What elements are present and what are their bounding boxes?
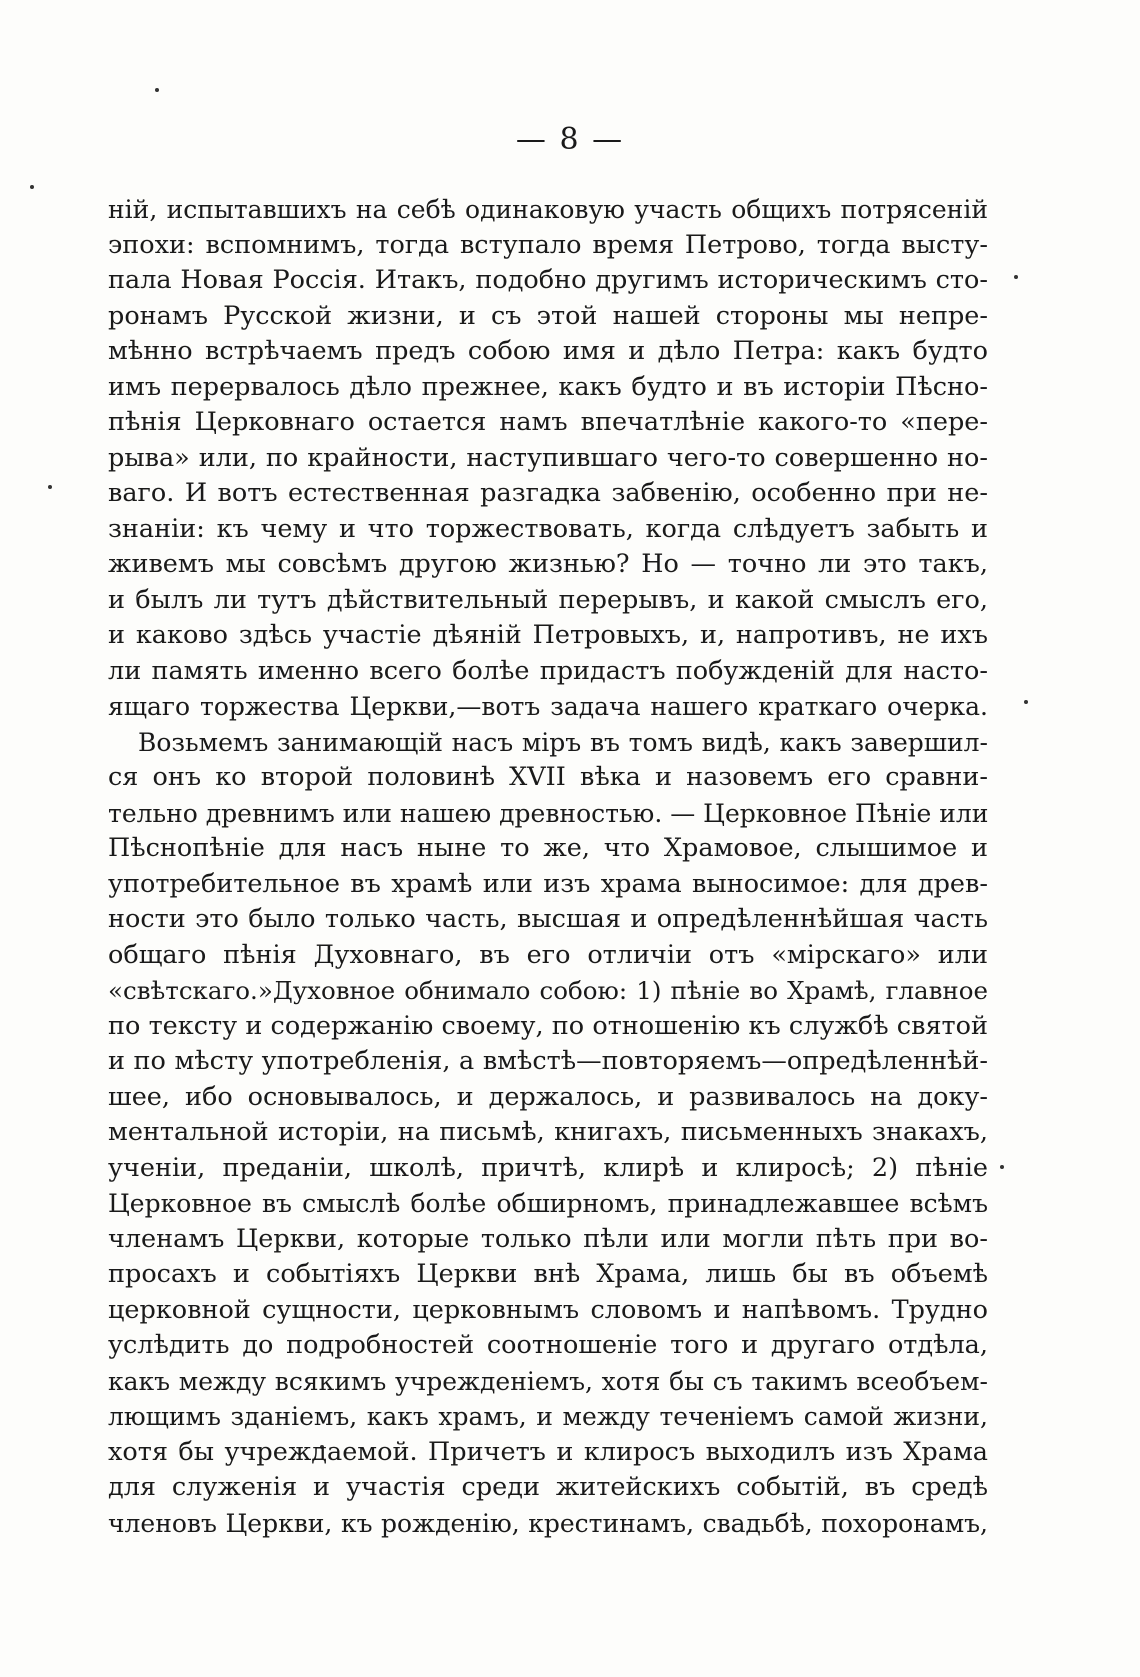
text-line: рыва» или, по крайности, наступившаго чего-то совершенно но-	[108, 442, 988, 473]
text-line: нiй, испытавшихъ на себѣ одинаковую участь общихъ потрясенiй	[108, 195, 988, 224]
text-line: эпохи: вспомнимъ, тогда вступало время Петрово, тогда высту-	[108, 229, 988, 260]
text-line: ности это было только часть, высшая и опредѣленнѣйшая часть	[108, 904, 988, 934]
text-line: ся онъ ко второй половинѣ XVII вѣка и назовемъ его сравни-	[108, 762, 988, 792]
text-line: Церковное въ смыслѣ болѣе обширномъ, принадлежавшее всѣмъ	[108, 1189, 988, 1218]
text-line: мѣнно встрѣчаемъ предъ собою имя и дѣло Петра: какъ будто	[108, 336, 988, 366]
text-line: живемъ мы совсѣмъ другою жизнью? Но — точно ли это такъ,	[108, 549, 988, 579]
text-line: тельно древнимъ или нашею древностью. — Церковное Пѣнiе или	[108, 798, 989, 828]
text-line: ментальной исторiи, на письмѣ, книгахъ, письменныхъ знакахъ,	[108, 1117, 988, 1147]
text-line: услѣдить до подробностей соотношенiе того и другаго отдѣла,	[108, 1330, 988, 1360]
text-line: и по мѣсту употребленiя, а вмѣстѣ—повторяемъ—опредѣленнѣй-	[108, 1046, 988, 1076]
text-line: знанiи: къ чему и что торжествовать, когда слѣдуетъ забыть и	[108, 513, 988, 544]
text-line: и каково здѣсь участiе дѣянiй Петровыхъ, и, напротивъ, не ихъ	[108, 620, 988, 650]
text-line: по тексту и содержанiю своему, по отношенiю къ службѣ святой	[108, 1010, 988, 1041]
text-line: ли память именно всего болѣе придастъ побужденiй для насто-	[108, 655, 988, 686]
text-line: какъ между всякимъ учрежденiемъ, хотя бы съ такимъ всеобъем-	[108, 1366, 988, 1396]
scan-speck	[1000, 1165, 1004, 1169]
text-line: Пѣснопѣнiе для насъ ныне то же, что Храмовое, слышимое и	[108, 833, 988, 863]
text-line: пѣнiя Церковнаго остается намъ впечатлѣнiе какого-то «пере-	[108, 407, 988, 437]
text-line: членовъ Церкви, къ рожденiю, крестинамъ, свадьбѣ, похоронамъ,	[108, 1508, 988, 1538]
text-line: общаго пѣнiя Духовнаго, въ его отличiи отъ «мiрскаго» или	[108, 939, 988, 970]
text-line: «свѣтскаго.»Духовное обнимало собою: 1) пѣнiе во Храмѣ, главное	[108, 976, 988, 1005]
text-line: употребительное въ храмѣ или изъ храма выносимое: для древ-	[108, 868, 988, 899]
text-line: хотя бы учреждаемой. Причетъ и клиросъ выходилъ изъ Храма	[108, 1436, 988, 1467]
scan-speck	[48, 485, 52, 489]
scan-speck	[1024, 700, 1028, 704]
scan-speck	[155, 88, 159, 92]
text-line: ваго. И вотъ естественная разгадка забвенiю, особенно при не-	[108, 478, 988, 508]
text-line: просахъ и событiяхъ Церкви внѣ Храма, лишь бы въ объемѣ	[108, 1259, 988, 1289]
text-line: ронамъ Русской жизни, и съ этой нашей стороны мы непре-	[108, 300, 988, 331]
text-line: Возьмемъ занимающiй насъ мiръ въ томъ видѣ, какъ завершил-	[138, 727, 988, 757]
text-line: ящаго торжества Церкви,—вотъ задача нашего краткаго очерка.	[108, 692, 988, 721]
page-number: — 8 —	[515, 122, 625, 157]
text-line: пала Новая Россiя. Итакъ, подобно другимъ историческимъ сто-	[108, 265, 988, 295]
text-line: для служенiя и участiя среди житейскихъ событiй, въ средѣ	[108, 1472, 988, 1502]
scan-speck	[30, 185, 34, 189]
text-line: лющимъ зданiемъ, какъ храмъ, и между теченiемъ самой жизни,	[108, 1402, 988, 1431]
text-line: шее, ибо основывалось, и держалось, и развивалось на доку-	[108, 1081, 988, 1112]
text-line: ученiи, преданiи, школѣ, причтѣ, клирѣ и клиросѣ; 2) пѣнiе	[108, 1152, 988, 1183]
text-line: членамъ Церкви, которые только пѣли или могли пѣть при во-	[108, 1223, 988, 1254]
text-line: имъ перервалось дѣло прежнее, какъ будто и въ исторiи Пѣсно-	[108, 371, 988, 402]
text-line: и былъ ли тутъ дѣйствительный перерывъ, и какой смыслъ его,	[108, 584, 988, 615]
scan-speck	[1014, 275, 1018, 279]
text-line: церковной сущности, церковнымъ словомъ и напѣвомъ. Трудно	[108, 1294, 988, 1325]
body-text	[108, 192, 988, 1541]
